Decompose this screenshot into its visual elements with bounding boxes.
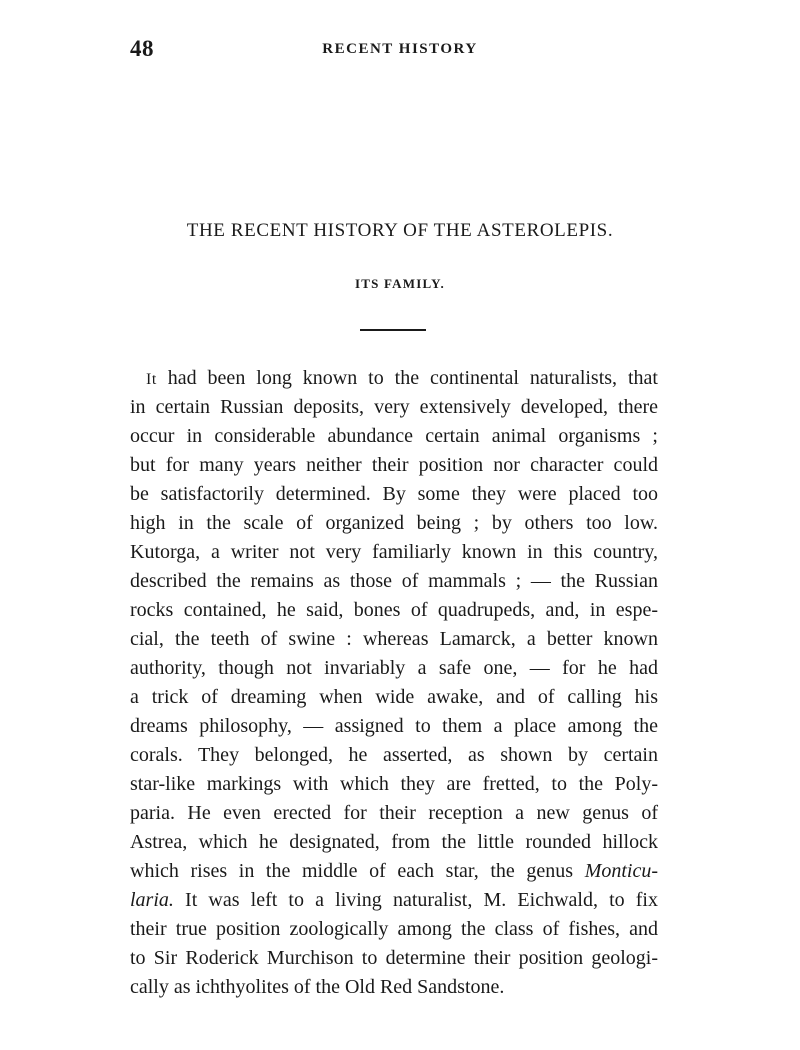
text-line: Kutorga, a writer not very familiarly known in this country, — [130, 541, 658, 563]
text-line: their true position zoologically among the class of fishes, and — [130, 918, 658, 940]
text-line: dreams philosophy, — assigned to them a place among the — [130, 715, 658, 737]
text-line: authority, though not invariably a safe one, — for he had — [130, 657, 658, 679]
text-line: occur in considerable abundance certain animal organisms ; — [130, 425, 658, 447]
text-line: high in the scale of organized being ; by others too low. — [130, 512, 658, 534]
chapter-title: THE RECENT HISTORY OF THE ASTEROLEPIS. — [186, 220, 614, 241]
text-line: Astrea, which he designated, from the little rounded hillock — [130, 831, 658, 853]
chapter-subtitle: ITS FAMILY. — [354, 276, 446, 291]
text-line: star-like markings with which they are fretted, to the Poly- — [130, 773, 658, 795]
text-line: a trick of dreaming when wide awake, and of calling his — [130, 686, 658, 708]
text-line: rocks contained, he said, bones of quadrupeds, and, in espe- — [130, 599, 658, 621]
text-line: paria. He even erected for their reception a new genus of — [130, 802, 658, 824]
text-line: to Sir Roderick Murchison to determine their position geologi- — [130, 947, 658, 969]
text-line: cial, the teeth of swine : whereas Lamarck, a better known — [130, 628, 658, 650]
genus-name-italic-cont: laria. — [130, 889, 174, 911]
running-header — [130, 36, 670, 70]
text-line: cally as ichthyolites of the Old Red Sandstone. — [130, 976, 505, 998]
text-line: corals. They belonged, he asserted, as shown by certain — [130, 744, 658, 766]
text-line: but for many years neither their position nor character could — [130, 454, 658, 476]
text-line: be satisfactorily determined. By some they were placed too — [130, 483, 658, 505]
page-number: 48 — [130, 36, 154, 61]
section-divider — [360, 329, 426, 331]
genus-name-italic: Monticu- — [584, 860, 658, 882]
text-line: in certain Russian deposits, very extensively developed, there — [130, 396, 658, 418]
text-line: It had been long known to the continental naturalists, that — [146, 367, 658, 389]
text-line: which rises in the middle of each star, the genus Monticu- — [130, 860, 658, 882]
drop-word: It — [146, 371, 157, 388]
text-line: described the remains as those of mammals ; — the Russian — [130, 570, 658, 592]
body-paragraph — [130, 364, 658, 1002]
text-line: laria. It was left to a living naturalist, M. Eichwald, to fix — [130, 889, 658, 911]
running-title: RECENT HISTORY — [322, 41, 478, 57]
